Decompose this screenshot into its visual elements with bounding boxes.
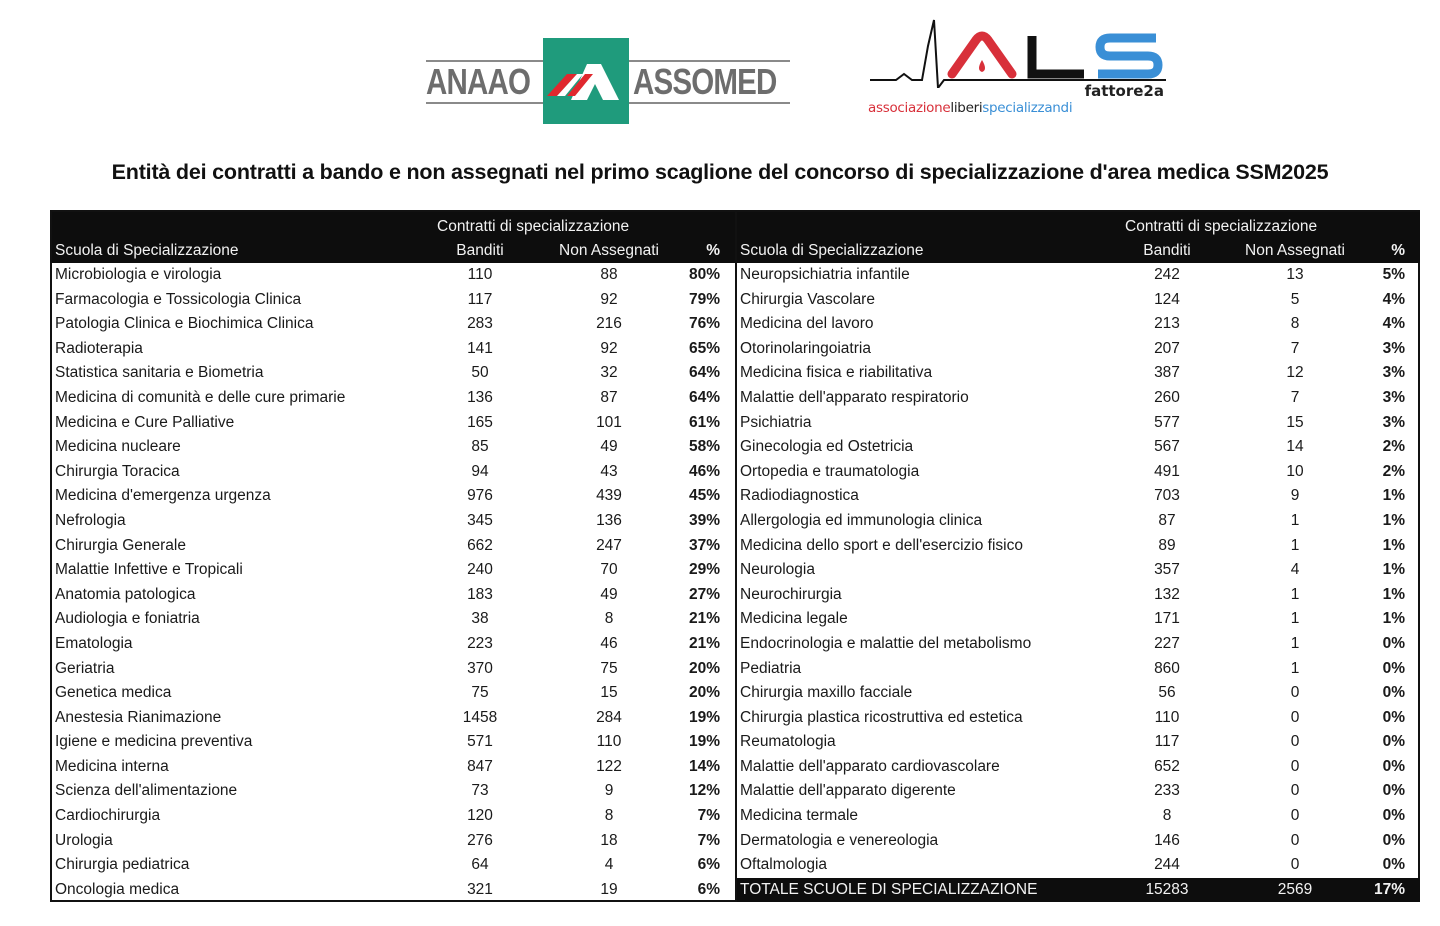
school-name: Psichiatria	[740, 413, 812, 431]
pct-value: 3%	[1382, 364, 1405, 382]
school-name: Neuropsichiatria infantile	[740, 266, 910, 283]
table-row	[52, 411, 735, 436]
pct-value: 1%	[1382, 487, 1405, 505]
school-name: Nefrologia	[55, 511, 126, 529]
pct-value: 37%	[688, 536, 720, 554]
school-name: Neurologia	[740, 561, 815, 579]
banditi-value: 73	[471, 782, 489, 800]
total-banditi: 15283	[1145, 880, 1189, 898]
non-assegnati-value: 1	[1290, 536, 1300, 554]
banditi-value: 387	[1154, 364, 1180, 382]
table-row	[737, 829, 1420, 854]
table-row	[737, 607, 1420, 632]
school-name: Medicina termale	[740, 807, 859, 825]
non-assegnati-value: 75	[600, 659, 618, 677]
pct-value: 80%	[688, 266, 720, 283]
pct-value: 0%	[1382, 856, 1405, 874]
total-non-assegnati: 2569	[1277, 880, 1313, 898]
non-assegnati-value: 87	[600, 388, 618, 406]
table-row	[52, 607, 735, 632]
school-name: Endocrinologia e malattie del metabolismo	[740, 634, 1032, 652]
banditi-value: 207	[1154, 339, 1180, 357]
pct-value: 2%	[1382, 462, 1405, 480]
banditi-value: 75	[471, 684, 489, 702]
non-assegnati-value: 7	[1290, 339, 1300, 357]
banditi-value: 276	[467, 831, 493, 849]
pct-value: 6%	[697, 856, 720, 874]
contracts-table	[50, 210, 1420, 902]
banditi-value: 662	[467, 536, 493, 554]
school-name: Patologia Clinica e Biochimica Clinica	[55, 315, 314, 333]
pct-value: 21%	[688, 610, 720, 628]
table-row	[52, 263, 735, 288]
pct-value: 2%	[1382, 438, 1405, 456]
school-name: Microbiologia e virologia	[55, 266, 222, 283]
col-pct: %	[1391, 242, 1405, 259]
non-assegnati-value: 216	[596, 315, 622, 333]
non-assegnati-value: 136	[596, 511, 622, 529]
school-name: Malattie Infettive e Tropicali	[55, 561, 243, 579]
non-assegnati-value: 247	[596, 536, 622, 554]
col-banditi: Banditi	[1143, 242, 1191, 259]
banditi-value: 571	[467, 733, 493, 751]
pct-value: 64%	[688, 364, 720, 382]
col-banditi: Banditi	[456, 242, 504, 259]
school-name: Malattie dell'apparato respiratorio	[740, 388, 969, 406]
school-name: Chirurgia Generale	[55, 536, 186, 554]
non-assegnati-value: 14	[1286, 438, 1304, 456]
table-body-right	[737, 263, 1420, 878]
pct-value: 6%	[697, 880, 720, 898]
anaao-assomed-logo	[426, 38, 790, 124]
school-name: Medicina dello sport e dell'esercizio fisico	[740, 536, 1023, 554]
non-assegnati-value: 0	[1290, 757, 1300, 775]
total-row	[737, 878, 1420, 903]
table-row	[737, 681, 1420, 706]
col-pct: %	[706, 242, 720, 259]
non-assegnati-value: 101	[596, 413, 622, 431]
group-header: Contratti di specializzazione	[437, 218, 630, 235]
banditi-value: 567	[1154, 438, 1180, 456]
banditi-value: 577	[1154, 413, 1180, 431]
non-assegnati-value: 1	[1290, 585, 1300, 603]
school-name: Reumatologia	[740, 733, 836, 751]
table-row	[52, 730, 735, 755]
school-name: Cardiochirurgia	[55, 807, 161, 825]
school-name: Malattie dell'apparato cardiovascolare	[740, 757, 1000, 775]
non-assegnati-value: 110	[596, 733, 622, 751]
banditi-value: 260	[1154, 388, 1180, 406]
banditi-value: 240	[467, 561, 493, 579]
non-assegnati-value: 46	[600, 634, 618, 652]
banditi-value: 860	[1154, 659, 1180, 677]
banditi-value: 171	[1154, 610, 1180, 628]
non-assegnati-value: 4	[1290, 561, 1300, 579]
school-name: Chirurgia plastica ricostruttiva ed estetica	[740, 708, 1023, 726]
pct-value: 20%	[688, 684, 720, 702]
pct-value: 58%	[688, 438, 720, 456]
table-row	[52, 706, 735, 731]
banditi-value: 141	[467, 339, 493, 357]
school-name: Chirurgia Vascolare	[740, 290, 875, 308]
non-assegnati-value: 70	[600, 561, 618, 579]
pct-value: 0%	[1382, 831, 1405, 849]
school-name: Ginecologia ed Ostetricia	[740, 438, 914, 456]
non-assegnati-value: 8	[604, 807, 614, 825]
table-row	[737, 386, 1420, 411]
non-assegnati-value: 1	[1290, 610, 1300, 628]
school-name: Farmacologia e Tossicologia Clinica	[55, 290, 302, 308]
school-name: Medicina d'emergenza urgenza	[55, 487, 271, 505]
table-row	[737, 509, 1420, 534]
non-assegnati-value: 9	[604, 782, 614, 800]
banditi-value: 64	[471, 856, 489, 874]
pct-value: 64%	[688, 388, 720, 406]
non-assegnati-value: 0	[1290, 684, 1300, 702]
banditi-value: 223	[467, 634, 493, 652]
banditi-value: 283	[467, 315, 493, 333]
school-name: Anatomia patologica	[55, 585, 196, 603]
table-row	[737, 632, 1420, 657]
non-assegnati-value: 15	[600, 684, 618, 702]
banditi-value: 244	[1154, 856, 1180, 874]
banditi-value: 213	[1154, 315, 1180, 333]
pct-value: 14%	[688, 757, 720, 775]
table-row	[737, 435, 1420, 460]
pct-value: 7%	[697, 831, 720, 849]
pct-value: 0%	[1382, 708, 1405, 726]
group-header: Contratti di specializzazione	[1125, 218, 1318, 235]
table-row	[737, 755, 1420, 780]
pct-value: 61%	[688, 413, 720, 431]
banditi-value: 132	[1154, 585, 1180, 603]
banditi-value: 110	[467, 266, 493, 283]
school-name: Malattie dell'apparato digerente	[740, 782, 956, 800]
pct-value: 0%	[1382, 659, 1405, 677]
banditi-value: 242	[1154, 266, 1180, 283]
banditi-value: 124	[1154, 290, 1180, 308]
pct-value: 4%	[1382, 315, 1405, 333]
non-assegnati-value: 8	[604, 610, 614, 628]
banditi-value: 117	[467, 290, 493, 308]
table-row	[52, 657, 735, 682]
school-name: Oftalmologia	[740, 856, 828, 874]
school-name: Urologia	[55, 831, 113, 849]
non-assegnati-value: 9	[1290, 487, 1300, 505]
table-row	[52, 558, 735, 583]
banditi-value: 85	[471, 438, 489, 456]
non-assegnati-value: 8	[1290, 315, 1300, 333]
pct-value: 46%	[688, 462, 720, 480]
als-tagline: fattore2a	[1084, 82, 1164, 100]
table-row	[52, 632, 735, 657]
school-name: Igiene e medicina preventiva	[55, 733, 253, 751]
non-assegnati-value: 0	[1290, 831, 1300, 849]
table-body-left	[52, 263, 735, 902]
pct-value: 3%	[1382, 339, 1405, 357]
pct-value: 19%	[688, 708, 720, 726]
school-name: Otorinolaringoiatria	[740, 339, 871, 357]
banditi-value: 847	[467, 757, 493, 775]
non-assegnati-value: 1	[1290, 634, 1300, 652]
banditi-value: 1458	[462, 708, 498, 726]
table-row	[52, 337, 735, 362]
school-name: Medicina fisica e riabilitativa	[740, 364, 933, 382]
pct-value: 1%	[1382, 536, 1405, 554]
school-name: Audiologia e foniatria	[55, 610, 200, 628]
non-assegnati-value: 1	[1290, 511, 1300, 529]
als-sub-black: liberi	[950, 100, 983, 116]
table-row	[52, 755, 735, 780]
page-title: Entità dei contratti a bando e non assegnati nel primo scaglione del concorso di specializzazione d'area medica SSM2025	[111, 160, 1329, 184]
non-assegnati-value: 10	[1286, 462, 1304, 480]
pct-value: 79%	[688, 290, 720, 308]
anaao-word: ANAAO	[426, 61, 531, 102]
pct-value: 1%	[1382, 561, 1405, 579]
pct-value: 19%	[688, 733, 720, 751]
table-row	[737, 779, 1420, 804]
pct-value: 12%	[688, 782, 720, 800]
banditi-value: 183	[467, 585, 493, 603]
non-assegnati-value: 15	[1286, 413, 1304, 431]
table-header-left	[52, 212, 735, 263]
school-name: Medicina interna	[55, 757, 169, 775]
table-row	[737, 804, 1420, 829]
table-row	[737, 460, 1420, 485]
school-name: Radiodiagnostica	[740, 487, 859, 505]
banditi-value: 89	[1158, 536, 1176, 554]
col-non-assegnati: Non Assegnati	[1245, 242, 1345, 259]
banditi-value: 233	[1154, 782, 1180, 800]
school-name: Chirurgia Toracica	[55, 462, 180, 480]
banditi-value: 976	[467, 487, 493, 505]
table-row	[52, 435, 735, 460]
banditi-value: 370	[467, 659, 493, 677]
table-row	[737, 853, 1420, 878]
als-subtitle	[868, 100, 1072, 116]
banditi-value: 491	[1154, 462, 1180, 480]
pct-value: 0%	[1382, 757, 1405, 775]
table-row	[52, 829, 735, 854]
non-assegnati-value: 19	[600, 880, 618, 898]
non-assegnati-value: 0	[1290, 856, 1300, 874]
school-name: Medicina e Cure Palliative	[55, 413, 235, 431]
pct-value: 20%	[688, 659, 720, 677]
table-row	[52, 681, 735, 706]
pct-value: 7%	[697, 807, 720, 825]
banditi-value: 227	[1154, 634, 1180, 652]
table-row	[737, 288, 1420, 313]
school-name: Medicina di comunità e delle cure primarie	[55, 388, 346, 406]
banditi-value: 165	[467, 413, 493, 431]
non-assegnati-value: 0	[1290, 782, 1300, 800]
banditi-value: 321	[467, 880, 493, 898]
banditi-value: 345	[467, 511, 493, 529]
table-row	[52, 853, 735, 878]
non-assegnati-value: 439	[596, 487, 622, 505]
pct-value: 76%	[688, 315, 720, 333]
banditi-value: 652	[1154, 757, 1180, 775]
non-assegnati-value: 88	[600, 266, 618, 283]
table-row	[737, 730, 1420, 755]
banditi-value: 120	[467, 807, 493, 825]
table-row	[52, 583, 735, 608]
pct-value: 1%	[1382, 610, 1405, 628]
banditi-value: 94	[471, 462, 489, 480]
pct-value: 27%	[688, 585, 720, 603]
als-logo	[866, 18, 1170, 122]
school-name: Chirurgia pediatrica	[55, 856, 190, 874]
school-name: Radioterapia	[55, 339, 143, 357]
table-row	[737, 657, 1420, 682]
non-assegnati-value: 4	[604, 856, 614, 874]
als-sub-red: associazione	[868, 100, 951, 116]
school-name: Genetica medica	[55, 684, 172, 702]
pct-value: 1%	[1382, 511, 1405, 529]
non-assegnati-value: 32	[600, 364, 618, 382]
non-assegnati-value: 49	[600, 438, 618, 456]
table-row	[737, 361, 1420, 386]
non-assegnati-value: 0	[1290, 807, 1300, 825]
table-row	[737, 337, 1420, 362]
table-row	[737, 558, 1420, 583]
school-name: Oncologia medica	[55, 880, 180, 898]
non-assegnati-value: 92	[600, 290, 618, 308]
pct-value: 5%	[1382, 266, 1405, 283]
table-row	[52, 779, 735, 804]
non-assegnati-value: 122	[596, 757, 622, 775]
total-label: TOTALE SCUOLE DI SPECIALIZZAZIONE	[740, 880, 1038, 898]
non-assegnati-value: 49	[600, 585, 618, 603]
non-assegnati-value: 18	[600, 831, 618, 849]
school-name: Ortopedia e traumatologia	[740, 462, 920, 480]
school-name: Chirurgia maxillo facciale	[740, 684, 913, 702]
school-name: Medicina nucleare	[55, 438, 181, 456]
non-assegnati-value: 43	[600, 462, 618, 480]
non-assegnati-value: 13	[1286, 266, 1304, 283]
pct-value: 29%	[688, 561, 720, 579]
als-sub-blue: specializzandi	[982, 100, 1073, 116]
banditi-value: 8	[1162, 807, 1172, 825]
als-heartbeat-icon	[866, 18, 1170, 88]
pct-value: 0%	[1382, 733, 1405, 751]
pct-value: 0%	[1382, 782, 1405, 800]
banditi-value: 56	[1158, 684, 1176, 702]
school-name: Statistica sanitaria e Biometria	[55, 364, 264, 382]
non-assegnati-value: 1	[1290, 659, 1300, 677]
col-non-assegnati: Non Assegnati	[559, 242, 659, 259]
school-name: Medicina legale	[740, 610, 848, 628]
table-row	[52, 460, 735, 485]
school-name: Anestesia Rianimazione	[55, 708, 222, 726]
non-assegnati-value: 12	[1286, 364, 1304, 382]
table-row	[52, 878, 735, 903]
pct-value: 0%	[1382, 807, 1405, 825]
assomed-word: ASSOMED	[633, 61, 777, 102]
table-header-right	[737, 212, 1420, 263]
school-name: Allergologia ed immunologia clinica	[740, 511, 983, 529]
col-school: Scuola di Specializzazione	[740, 242, 924, 259]
pct-value: 3%	[1382, 413, 1405, 431]
table-row	[737, 411, 1420, 436]
non-assegnati-value: 0	[1290, 733, 1300, 751]
table-row	[52, 312, 735, 337]
table-right-half	[735, 212, 1420, 902]
school-name: Scienza dell'alimentazione	[55, 782, 238, 800]
pct-value: 65%	[688, 339, 720, 357]
non-assegnati-value: 0	[1290, 708, 1300, 726]
pct-value: 0%	[1382, 634, 1405, 652]
table-row	[52, 361, 735, 386]
non-assegnati-value: 5	[1290, 290, 1300, 308]
pct-value: 3%	[1382, 388, 1405, 406]
table-row	[52, 386, 735, 411]
table-left-half	[52, 212, 735, 902]
school-name: Medicina del lavoro	[740, 315, 874, 333]
table-row	[737, 263, 1420, 288]
banditi-value: 110	[1154, 708, 1180, 726]
table-row	[52, 484, 735, 509]
banditi-value: 87	[1158, 511, 1176, 529]
pct-value: 39%	[688, 511, 720, 529]
col-school: Scuola di Specializzazione	[55, 242, 239, 259]
table-row	[52, 534, 735, 559]
table-row	[52, 804, 735, 829]
table-row	[737, 312, 1420, 337]
non-assegnati-value: 92	[600, 339, 618, 357]
pct-value: 0%	[1382, 684, 1405, 702]
banditi-value: 50	[471, 364, 489, 382]
table-row	[737, 706, 1420, 731]
pct-value: 21%	[688, 634, 720, 652]
non-assegnati-value: 284	[596, 708, 622, 726]
table-row	[737, 583, 1420, 608]
banditi-value: 146	[1154, 831, 1180, 849]
school-name: Pediatria	[740, 659, 802, 677]
non-assegnati-value: 7	[1290, 388, 1300, 406]
banditi-value: 136	[467, 388, 493, 406]
header-logos	[0, 0, 1440, 140]
table-row	[737, 484, 1420, 509]
banditi-value: 703	[1154, 487, 1180, 505]
total-pct: 17%	[1373, 880, 1405, 898]
banditi-value: 117	[1154, 733, 1180, 751]
table-row	[737, 534, 1420, 559]
banditi-value: 38	[471, 610, 489, 628]
table-row	[52, 509, 735, 534]
school-name: Ematologia	[55, 634, 133, 652]
pct-value: 1%	[1382, 585, 1405, 603]
table-row	[52, 288, 735, 313]
pct-value: 45%	[688, 487, 720, 505]
banditi-value: 357	[1154, 561, 1180, 579]
school-name: Geriatria	[55, 659, 115, 677]
school-name: Dermatologia e venereologia	[740, 831, 939, 849]
school-name: Neurochirurgia	[740, 585, 842, 603]
pct-value: 4%	[1382, 290, 1405, 308]
anaao-emblem-icon	[543, 38, 629, 124]
